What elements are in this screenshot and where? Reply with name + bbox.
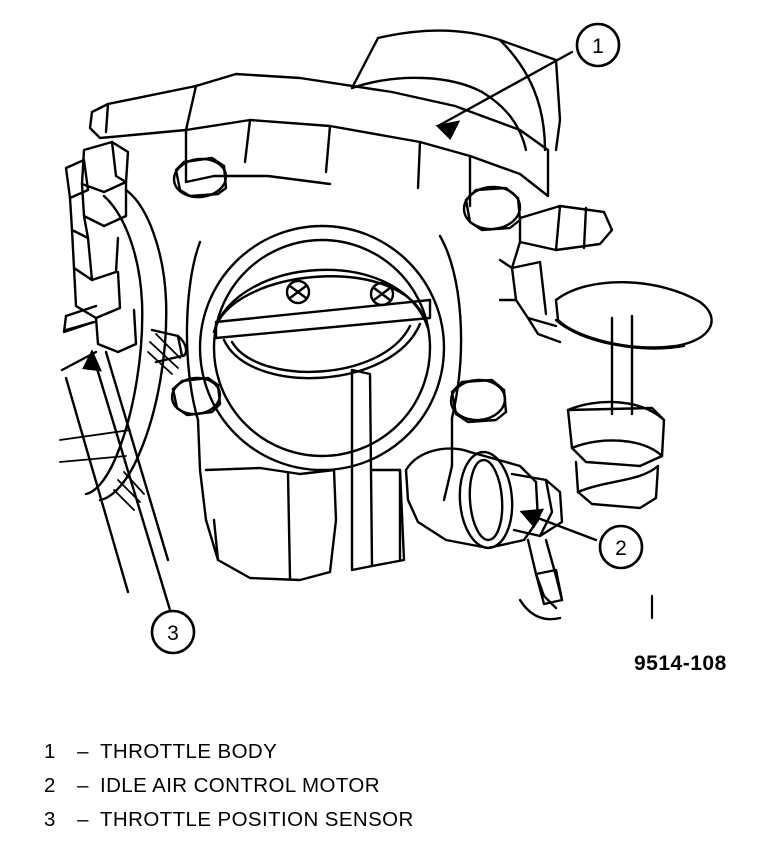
- callout-1-leader: [438, 52, 572, 126]
- legend-dash: –: [77, 774, 89, 797]
- figure-legend: [44, 740, 644, 842]
- legend-item: [44, 808, 644, 842]
- legend-dash: –: [77, 740, 89, 763]
- legend-label: THROTTLE POSITION SENSOR: [100, 808, 414, 831]
- callout-label-1: 1: [592, 35, 604, 58]
- legend-item: [44, 774, 644, 808]
- figure-code: 9514-108: [634, 652, 727, 675]
- callout-2-arrow: [522, 510, 542, 526]
- legend-number: 3: [44, 808, 56, 831]
- legend-dash: –: [77, 808, 89, 831]
- legend-label: IDLE AIR CONTROL MOTOR: [100, 774, 380, 797]
- legend-number: 2: [44, 774, 56, 797]
- callout-3-arrow: [84, 352, 100, 370]
- legend-label: THROTTLE BODY: [100, 740, 278, 763]
- legend-number: 1: [44, 740, 56, 763]
- callout-1-arrow: [438, 122, 458, 138]
- callout-label-2: 2: [615, 537, 627, 560]
- callout-markers: [152, 24, 642, 653]
- legend-item: [44, 740, 644, 774]
- callout-label-3: 3: [167, 622, 179, 645]
